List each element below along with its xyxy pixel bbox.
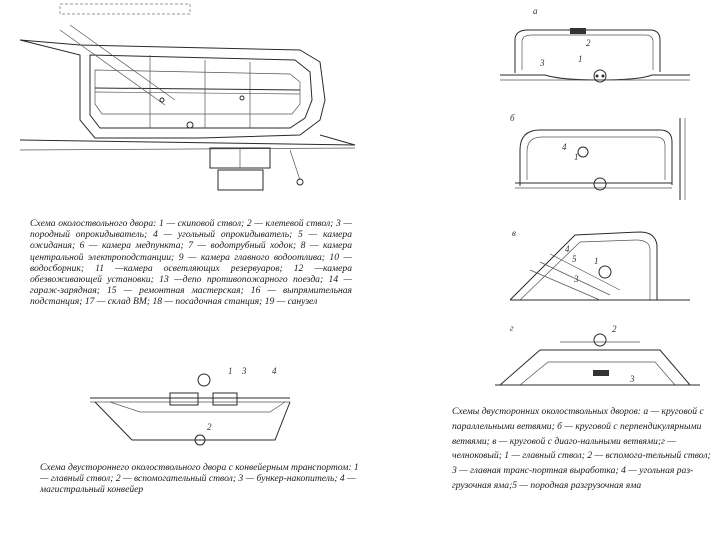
scheme-variant-v xyxy=(510,228,690,300)
bunker-icon xyxy=(170,393,198,405)
label-variant-g: г xyxy=(510,323,514,333)
main-shaft-block-icon xyxy=(593,370,609,376)
main-shaft-icon xyxy=(599,266,611,278)
caption-main-yard: Схема околоствольного двора: 1 — скиповой ствол; 2 — клетевой ствол; 3 — породный опрокидыватель; 4 — угольный опрокидыватель; 5 — камера ожидания; 6 — камера медпункта; 7 — водотрубный ходок; 8 — камера центральной электроподстанции; 9 — камера главного водоотлива; 10 — водосборник; 11 —камера осветляющих резервуаров; 12 —камера обезвоживающей установки; 13 —депо противопожарного поезда; 14 — гараж-зарядная; 15 — ремонтная мастерская; 16 — выпрямительная подстанция; 17 — склад ВМ; 18 — посадочная станция; 19 — санузел xyxy=(30,218,352,308)
label-variant-b: б xyxy=(510,113,515,123)
auxiliary-shaft-icon xyxy=(594,334,606,346)
scheme-variant-a xyxy=(500,6,690,82)
shaft-block-icon xyxy=(570,28,586,34)
label-variant-a: а xyxy=(533,6,538,16)
label-variant-v: в xyxy=(512,228,516,238)
svg-text:2: 2 xyxy=(207,422,212,432)
svg-text:1: 1 xyxy=(228,366,233,376)
conveyor-segment-icon xyxy=(213,393,237,405)
caption-conveyor-yard: Схема двустороннего околоствольного двора с конвейерным транспортом: 1 — главный ствол; 2 — вспомогательный ствол; 3 — бункер-накопитель; 4 — магистральный конвейер xyxy=(40,462,359,496)
main-shaft-icon xyxy=(198,374,210,386)
caption-two-sided-yards: Схемы двусторонних околоствольных дворов: а — круговой с параллельными ветвями; б — круговой с перпендикулярными ветвями; в — круговой с диаго-нальными ветвями;г — челноковый; 1 — главный ствол; 2 — вспомога-тельный ствол; 3 — главная транс-портная выработка; 4 — угольная раз-грузочная яма;5 — породная разгрузочная яма xyxy=(452,406,711,491)
svg-text:1: 1 xyxy=(594,256,599,266)
svg-text:4: 4 xyxy=(272,366,277,376)
auxiliary-shaft-icon xyxy=(578,147,588,157)
svg-text:1: 1 xyxy=(578,54,583,64)
main-yard-plan xyxy=(20,4,355,190)
scheme-variant-b xyxy=(510,113,685,200)
svg-text:2: 2 xyxy=(612,324,617,334)
svg-text:5: 5 xyxy=(572,254,577,264)
svg-text:3: 3 xyxy=(574,274,579,284)
svg-text:2: 2 xyxy=(586,38,591,48)
scheme-variant-g xyxy=(495,323,700,385)
svg-text:3: 3 xyxy=(540,58,545,68)
svg-text:3: 3 xyxy=(242,366,247,376)
conveyor-yard-scheme xyxy=(90,366,290,445)
svg-text:4: 4 xyxy=(565,244,570,254)
svg-text:4: 4 xyxy=(562,142,567,152)
svg-text:3: 3 xyxy=(630,374,635,384)
svg-text:1: 1 xyxy=(574,152,579,162)
